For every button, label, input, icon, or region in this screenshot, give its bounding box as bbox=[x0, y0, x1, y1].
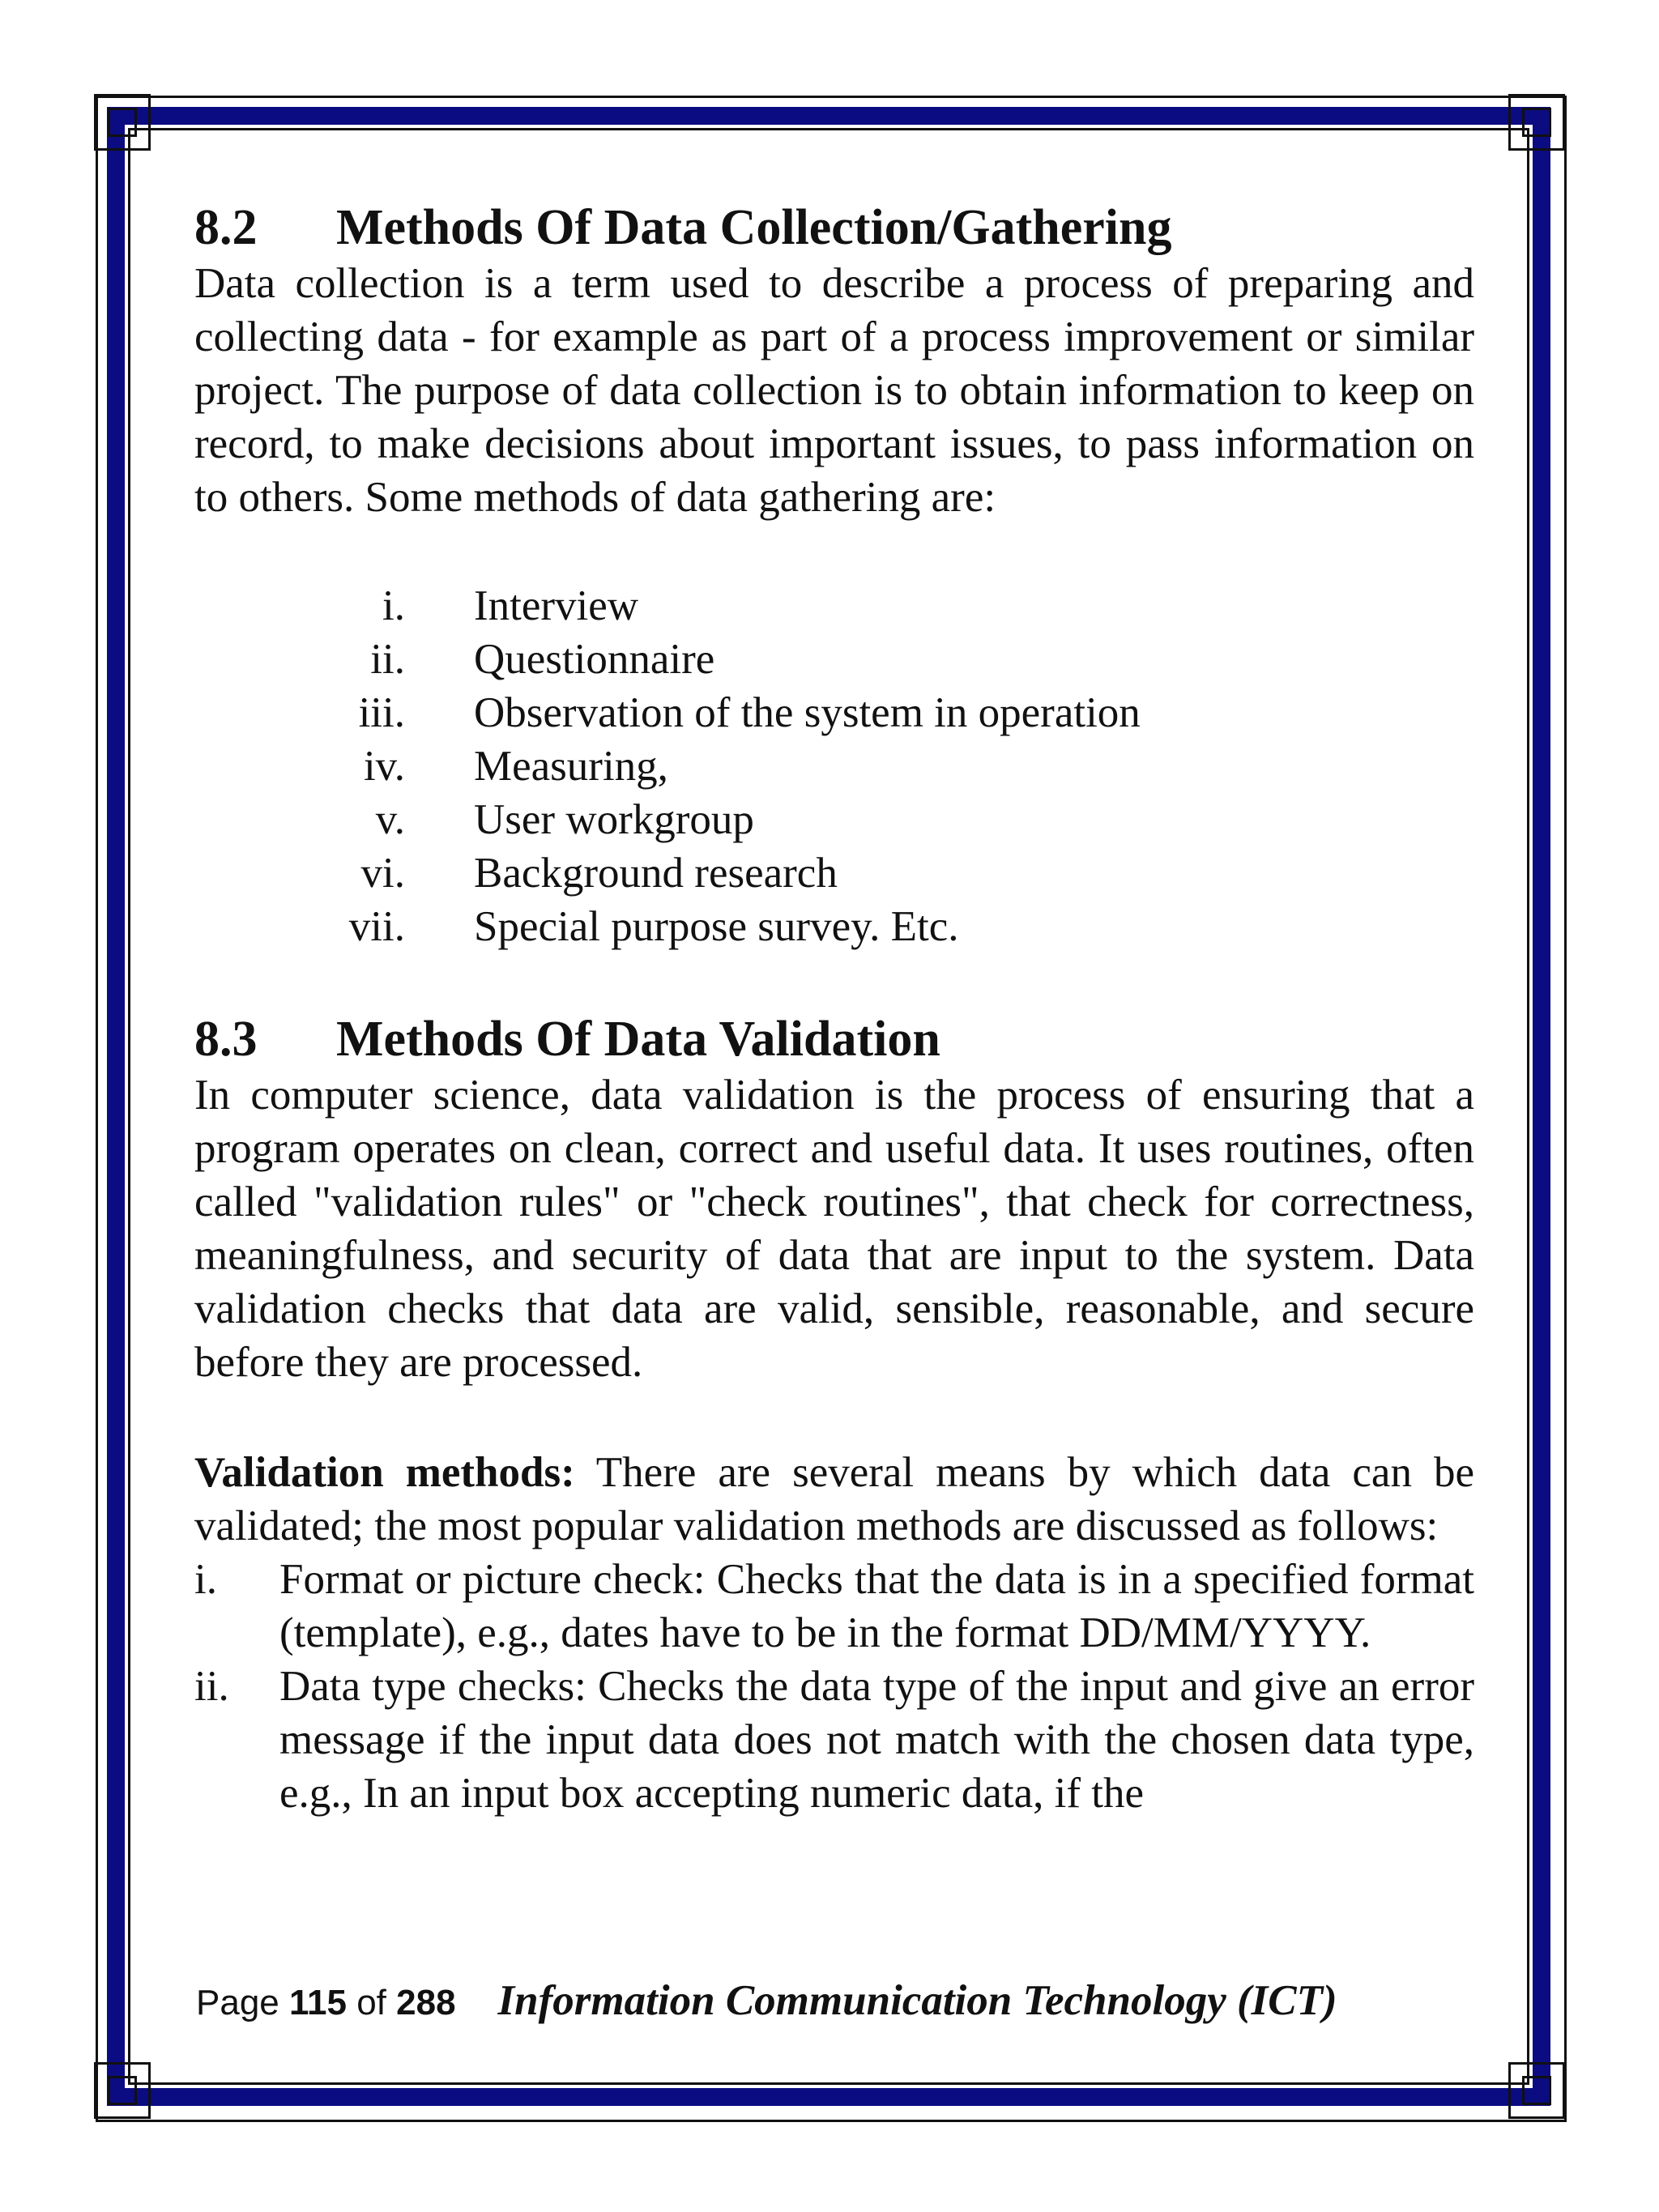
page-of: of bbox=[346, 1983, 397, 2022]
validation-methods-label: Validation methods: bbox=[194, 1449, 575, 1496]
list-marker: vi. bbox=[360, 850, 405, 897]
corner-ornament-bottom-left bbox=[94, 2062, 151, 2119]
data-collection-paragraph: Data collection is a term used to describe a process of preparing and collecting data - for example as part of a process improvement or similar project. The purpose of data collection is to obtain information to keep on record, to make decisions about important issues, to pass information on to others. Some methods of data gathering are: bbox=[194, 260, 1474, 521]
list-item bbox=[194, 793, 1474, 846]
corner-ornament-top-left bbox=[94, 94, 151, 151]
section-title: Methods Of Data Validation bbox=[336, 1012, 940, 1067]
data-validation-paragraph: In computer science, data validation is the process of ensuring that a program operates on clean, correct and useful data. It uses routines, often called "validation rules" or "check routines", that check for correctness, meaningfulness, and security of data that are input to the system. Data validation checks that data are valid, sensible, reasonable, and secure before they are processed. bbox=[194, 1072, 1474, 1386]
spacer bbox=[194, 953, 1474, 1010]
list-marker: iv. bbox=[363, 743, 405, 790]
list-item-text: Special purpose survey. Etc. bbox=[474, 903, 959, 950]
list-marker: i. bbox=[382, 582, 405, 629]
page-prefix: Page bbox=[196, 1983, 289, 2022]
page-content bbox=[194, 198, 1474, 1820]
list-marker: ii. bbox=[194, 1663, 229, 1710]
validation-methods-intro bbox=[194, 1446, 1474, 1553]
page-total: 288 bbox=[396, 1983, 456, 2022]
list-marker: v. bbox=[375, 796, 405, 843]
section-number: 8.3 bbox=[194, 1012, 258, 1067]
list-item-text: Background research bbox=[474, 850, 838, 897]
spacer bbox=[194, 1389, 1474, 1446]
validation-methods-list bbox=[194, 1553, 1474, 1820]
list-item bbox=[194, 846, 1474, 900]
corner-ornament-bottom-right bbox=[1508, 2062, 1565, 2119]
book-title: Information Communication Technology (ICT) bbox=[497, 1977, 1337, 2024]
page-indicator bbox=[196, 1983, 456, 2023]
list-marker: iii. bbox=[358, 689, 405, 736]
page-footer bbox=[196, 1976, 1337, 2025]
list-item-text: Data type checks: Checks the data type of the input and give an error message if the input data does not match with the chosen data type, e.g., In an input box accepting numeric data, if the bbox=[279, 1663, 1474, 1817]
section-number: 8.2 bbox=[194, 200, 258, 255]
section-title: Methods Of Data Collection/Gathering bbox=[336, 200, 1172, 255]
list-marker: ii. bbox=[370, 636, 405, 683]
validation-methods-intro-text: There are several means by which data can be validated; the most popular validation methods are discussed as follows: bbox=[194, 1449, 1474, 1549]
corner-ornament-top-right bbox=[1508, 94, 1565, 151]
list-item-text: Measuring, bbox=[474, 743, 668, 790]
list-marker: vii. bbox=[348, 903, 405, 950]
page-number: 115 bbox=[288, 1983, 347, 2022]
section-heading-8-3 bbox=[194, 1010, 1474, 1068]
list-item bbox=[194, 900, 1474, 953]
list-item-text: Format or picture check: Checks that the data is in a specified format (template), e.g., dates have to be in the format DD/MM/YYYY. bbox=[279, 1556, 1474, 1656]
list-item-text: Observation of the system in operation bbox=[474, 689, 1141, 736]
list-item bbox=[194, 1553, 1474, 1660]
list-item-text: User workgroup bbox=[474, 796, 754, 843]
data-gathering-methods-list bbox=[194, 579, 1474, 953]
list-item bbox=[194, 633, 1474, 686]
list-item bbox=[194, 1660, 1474, 1820]
list-item bbox=[194, 579, 1474, 633]
list-marker: i. bbox=[194, 1556, 217, 1603]
list-item bbox=[194, 739, 1474, 793]
list-item-text: Interview bbox=[474, 582, 639, 629]
list-item-text: Questionnaire bbox=[474, 636, 715, 683]
list-item bbox=[194, 686, 1474, 739]
section-heading-8-2 bbox=[194, 198, 1474, 257]
